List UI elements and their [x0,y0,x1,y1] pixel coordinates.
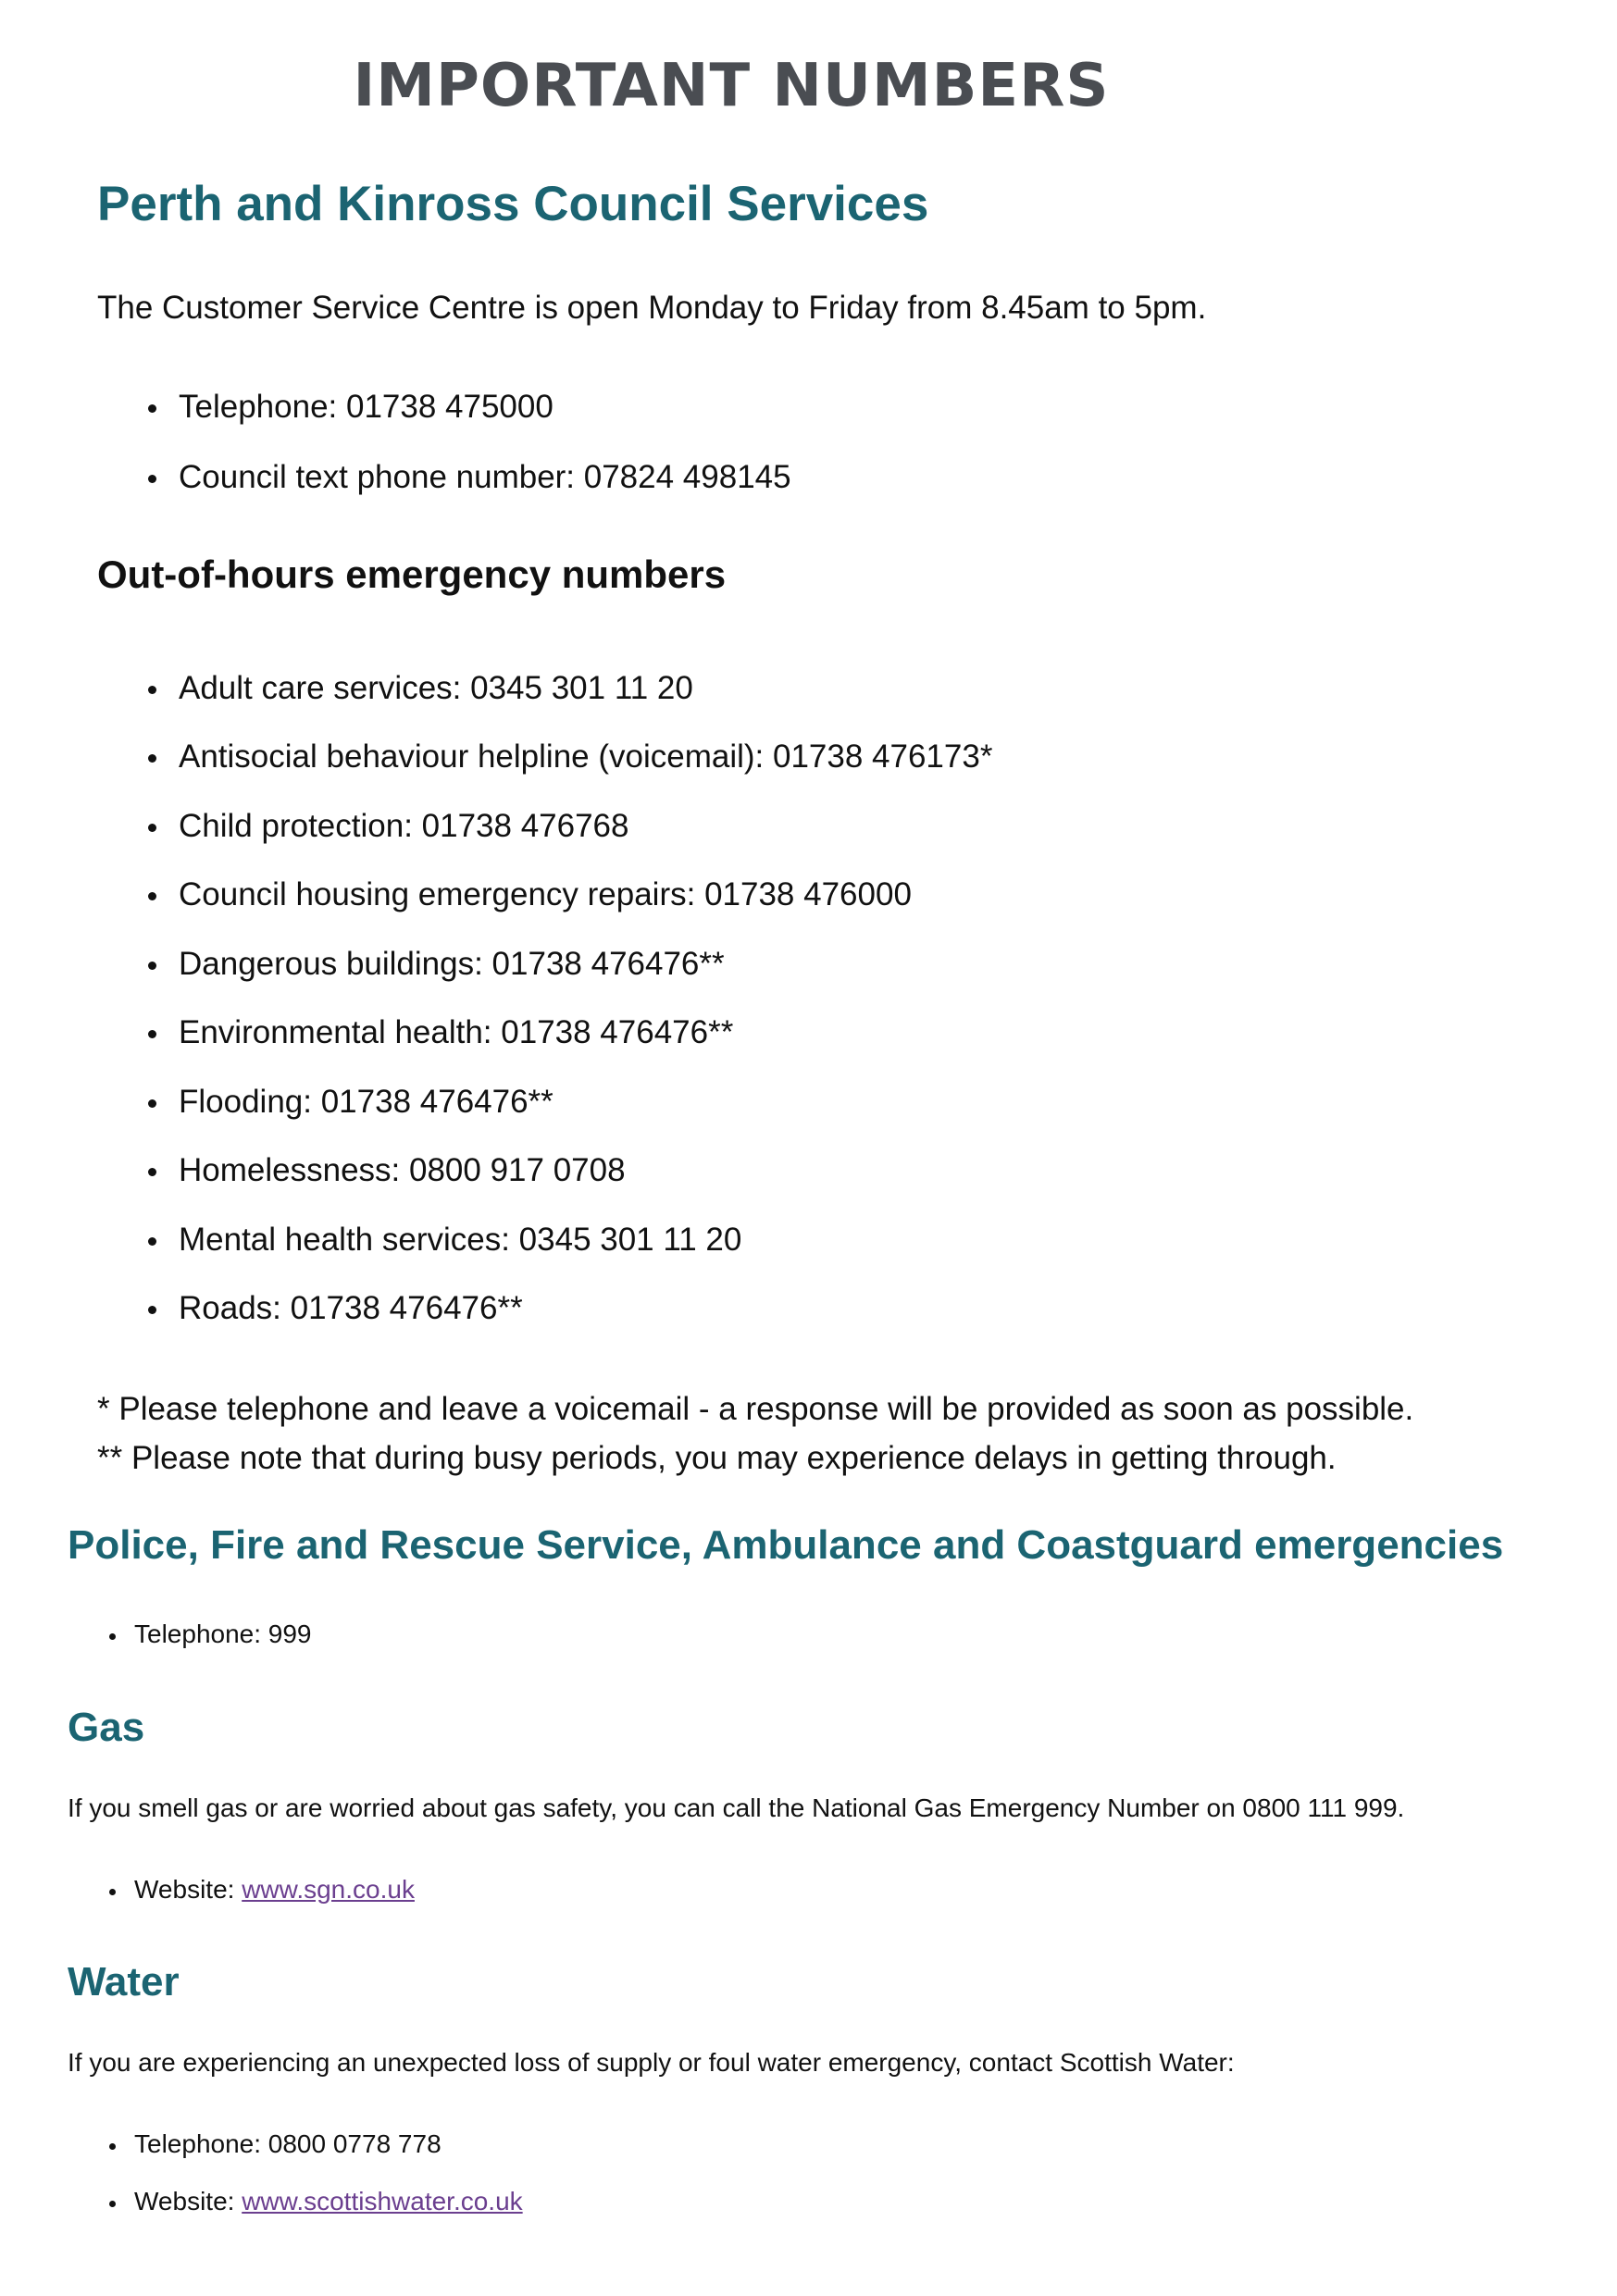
gas-website-link[interactable]: www.sgn.co.uk [242,1875,415,1904]
bullet-icon [148,404,156,413]
out-of-hours-heading: Out-of-hours emergency numbers [97,552,727,596]
list-item: Adult care services: 0345 301 11 20 [179,670,693,706]
bullet-icon [148,1237,156,1246]
council-textphone: Council text phone number: 07824 498145 [179,459,791,495]
bullet-icon [148,892,156,900]
gas-heading: Gas [68,1705,145,1750]
bullet-icon [148,962,156,970]
bullet-icon [148,686,156,694]
list-item: Dangerous buildings: 01738 476476** [179,946,725,982]
council-telephone: Telephone: 01738 475000 [179,389,554,425]
bullet-icon [148,475,156,483]
water-telephone: Telephone: 0800 0778 778 [134,2129,442,2158]
emergency-services-heading: Police, Fire and Rescue Service, Ambulance and Coastguard emergencies [68,1522,1504,1568]
bullet-icon [148,1306,156,1314]
list-item: Child protection: 01738 476768 [179,808,629,844]
council-services-heading: Perth and Kinross Council Services [97,177,929,231]
busy-periods-footnote: ** Please note that during busy periods, you may experience delays in getting through. [97,1440,1337,1476]
bullet-icon [148,1030,156,1038]
bullet-icon [109,1633,116,1640]
water-website-row [134,2187,523,2216]
water-info-text: If you are experiencing an unexpected loss of supply or foul water emergency, contact Scottish Water: [68,2048,1235,2077]
list-item: Mental health services: 0345 301 11 20 [179,1222,742,1258]
bullet-icon [109,2143,116,2150]
bullet-icon [109,2201,116,2207]
list-item: Environmental health: 01738 476476** [179,1014,734,1050]
water-website-link[interactable]: www.scottishwater.co.uk [242,2187,523,2215]
list-item: Homelessness: 0800 917 0708 [179,1152,626,1188]
bullet-icon [148,1168,156,1176]
bullet-icon [109,1889,116,1895]
water-website-label: Website: [134,2187,243,2215]
voicemail-footnote: * Please telephone and leave a voicemail - a response will be provided as soon as possible. [97,1391,1414,1427]
page-title: IMPORTANT NUMBERS [353,52,1110,120]
bullet-icon [148,1099,156,1108]
list-item: Council housing emergency repairs: 01738 476000 [179,876,912,912]
bullet-icon [148,754,156,763]
gas-website-row [134,1875,415,1905]
bullet-icon [148,824,156,832]
council-intro-text: The Customer Service Centre is open Monday to Friday from 8.45am to 5pm. [97,290,1207,326]
list-item: Flooding: 01738 476476** [179,1084,554,1120]
gas-info-text: If you smell gas or are worried about gas safety, you can call the National Gas Emergency Number on 0800 111 999. [68,1793,1405,1822]
gas-website-label: Website: [134,1875,243,1904]
emergency-telephone: Telephone: 999 [134,1620,312,1648]
list-item: Roads: 01738 476476** [179,1290,523,1326]
water-heading: Water [68,1959,180,2004]
list-item: Antisocial behaviour helpline (voicemail): 01738 476173* [179,738,993,775]
